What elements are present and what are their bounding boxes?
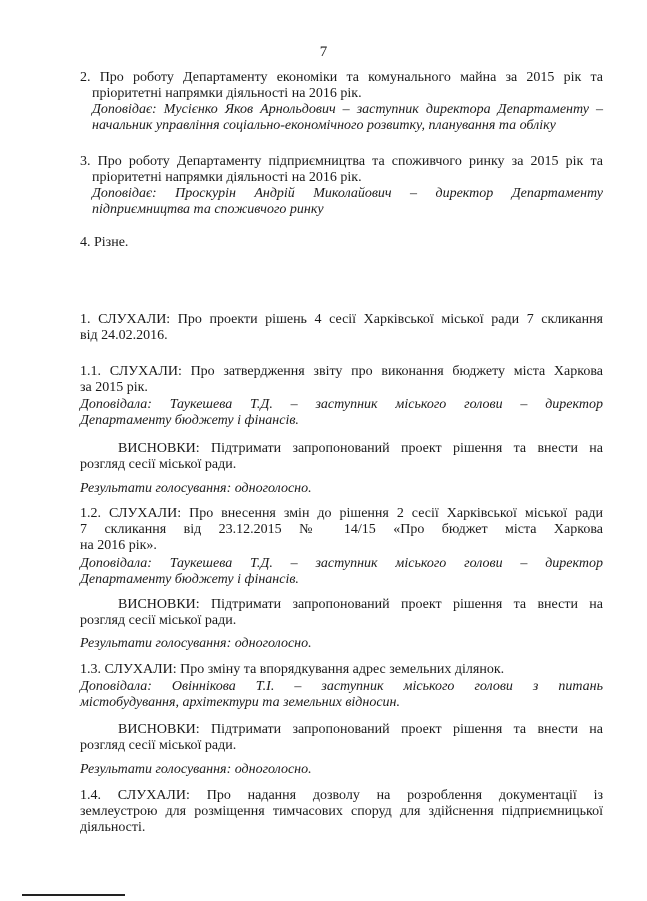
item-1-2-heard-line-2: 7 скликання від 23.12.2015 № 14/15 «Про бюджет міста Харкова bbox=[80, 522, 603, 537]
item-1-1-conclusion-line-1: ВИСНОВКИ: Підтримати запропонований проект рішення та внести на bbox=[118, 441, 603, 456]
agenda-item-3-line-1: 3. Про роботу Департаменту підприємництва та споживчого ринку за 2015 рік та bbox=[80, 154, 603, 169]
footer-rule bbox=[22, 894, 125, 896]
item-1-2-speaker-line-1: Доповідала: Таукешева Т.Д. – заступник міського голови – директор bbox=[80, 556, 603, 571]
item-1-4-heard-line-2: землеустрою для розміщення тимчасових споруд для здійснення підприємницької bbox=[80, 804, 603, 819]
agenda-item-3-line-2: пріоритетні напрямки діяльності на 2016 рік. bbox=[92, 170, 362, 185]
item-1-2-speaker-line-2: Департаменту бюджету і фінансів. bbox=[80, 572, 299, 587]
item-1-1-speaker-line-2: Департаменту бюджету і фінансів. bbox=[80, 413, 299, 428]
item-1-4-heard-line-3: діяльності. bbox=[80, 820, 146, 835]
item-1-2-vote-result: Результати голосування: одноголосно. bbox=[80, 636, 312, 651]
page-number: 7 bbox=[319, 44, 328, 60]
item-1-1-conclusion-line-2: розгляд сесії міської ради. bbox=[80, 457, 237, 472]
heard-main-line-2: від 24.02.2016. bbox=[80, 328, 168, 343]
item-1-1-vote-result: Результати голосування: одноголосно. bbox=[80, 481, 312, 496]
agenda-item-3-speaker-line-1: Доповідає: Проскурін Андрій Миколайович – директор Департаменту bbox=[92, 186, 603, 201]
item-1-3-conclusion-line-2: розгляд сесії міської ради. bbox=[80, 738, 237, 753]
item-1-2-conclusion-line-1: ВИСНОВКИ: Підтримати запропонований проект рішення та внести на bbox=[118, 597, 603, 612]
item-1-3-vote-result: Результати голосування: одноголосно. bbox=[80, 762, 312, 777]
item-1-2-conclusion-line-2: розгляд сесії міської ради. bbox=[80, 613, 237, 628]
item-1-3-speaker-line-2: містобудування, архітектури та земельних відносин. bbox=[80, 695, 400, 710]
item-1-1-speaker-line-1: Доповідала: Таукешева Т.Д. – заступник міського голови – директор bbox=[80, 397, 603, 412]
agenda-item-2-speaker-line-1: Доповідає: Мусієнко Яков Арнольдович – заступник директора Департаменту – bbox=[92, 102, 603, 117]
item-1-4-heard-line-1: 1.4. СЛУХАЛИ: Про надання дозволу на розроблення документації із bbox=[80, 788, 603, 803]
item-1-3-speaker-line-1: Доповідала: Овіннікова Т.І. – заступник міського голови з питань bbox=[80, 679, 603, 694]
item-1-2-heard-line-1: 1.2. СЛУХАЛИ: Про внесення змін до рішення 2 сесії Харківської міської ради bbox=[80, 506, 603, 521]
item-1-2-heard-line-3: на 2016 рік». bbox=[80, 538, 157, 553]
agenda-item-2-line-1: 2. Про роботу Департаменту економіки та комунального майна за 2015 рік та bbox=[80, 70, 603, 85]
agenda-item-4: 4. Різне. bbox=[80, 235, 129, 250]
agenda-item-2-speaker-line-2: начальник управління соціально-економічного розвитку, планування та обліку bbox=[92, 118, 556, 133]
item-1-1-heard-line-2: за 2015 рік. bbox=[80, 380, 148, 395]
item-1-3-heard-line-1: 1.3. СЛУХАЛИ: Про зміну та впорядкування адрес земельних ділянок. bbox=[80, 662, 505, 677]
item-1-1-heard-line-1: 1.1. СЛУХАЛИ: Про затвердження звіту про виконання бюджету міста Харкова bbox=[80, 364, 603, 379]
heard-main-line-1: 1. СЛУХАЛИ: Про проекти рішень 4 сесії Харківської міської ради 7 скликання bbox=[80, 312, 603, 327]
agenda-item-3-speaker-line-2: підприємництва та споживчого ринку bbox=[92, 202, 324, 217]
agenda-item-2-line-2: пріоритетні напрямки діяльності на 2016 рік. bbox=[92, 86, 362, 101]
item-1-3-conclusion-line-1: ВИСНОВКИ: Підтримати запропонований проект рішення та внести на bbox=[118, 722, 603, 737]
